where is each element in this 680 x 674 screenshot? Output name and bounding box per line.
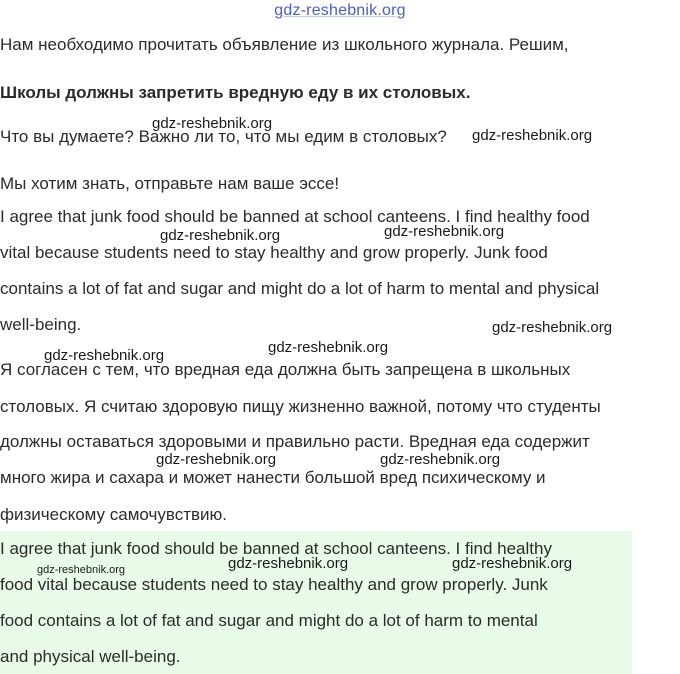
watermark: gdz-reshebnik.org (228, 555, 349, 572)
essay-en-line: vital because students need to stay healthy and grow properly. Junk food (0, 243, 548, 262)
watermark: gdz-reshebnik.org (472, 127, 593, 144)
site-header-link[interactable]: gdz-reshebnik.org (274, 2, 406, 19)
essay-ru-line: много жира и сахара и может нанести большой вред психическому и (0, 468, 546, 487)
essay-ru-line: Я согласен с тем, что вредная еда должна быть запрещена в школьных (0, 360, 571, 379)
watermark: gdz-reshebnik.org (452, 555, 573, 572)
answer-en-line: food contains a lot of fat and sugar and might do a lot of harm to mental (0, 611, 538, 630)
essay-en-line: well-being. (0, 315, 82, 334)
announcement-question: Что вы думаете? Важно ли то, что мы едим в столовых? (0, 127, 447, 146)
answer-en-line: and physical well-being. (0, 647, 181, 666)
watermark: gdz-reshebnik.org (156, 451, 277, 468)
watermark: gdz-reshebnik.org (37, 564, 126, 576)
essay-ru-line: столовых. Я считаю здоровую пищу жизненно важной, потому что студенты (0, 397, 601, 416)
watermark: gdz-reshebnik.org (160, 227, 281, 244)
announcement-request: Мы хотим знать, отправьте нам ваше эссе! (0, 174, 340, 193)
watermark: gdz-reshebnik.org (380, 451, 501, 468)
watermark: gdz-reshebnik.org (384, 223, 505, 240)
essay-en-line: contains a lot of fat and sugar and might do a lot of harm to mental and physical (0, 279, 600, 298)
essay-en-line: I agree that junk food should be banned at school canteens. I find healthy food (0, 207, 590, 226)
intro-text: Нам необходимо прочитать объявление из школьного журнала. Решим, (0, 35, 569, 54)
watermark: gdz-reshebnik.org (492, 319, 613, 336)
answer-en-line: I agree that junk food should be banned at school canteens. I find healthy (0, 539, 552, 558)
essay-ru-line: должны оставаться здоровыми и правильно расти. Вредная еда содержит (0, 432, 590, 451)
announcement-headline: Школы должны запретить вредную еду в их столовых. (0, 83, 471, 102)
watermark: gdz-reshebnik.org (44, 347, 165, 364)
watermark: gdz-reshebnik.org (152, 115, 273, 132)
answer-en-line: food vital because students need to stay healthy and grow properly. Junk (0, 575, 548, 594)
watermark: gdz-reshebnik.org (268, 339, 389, 356)
essay-ru-line: физическому самочувствию. (0, 505, 227, 524)
